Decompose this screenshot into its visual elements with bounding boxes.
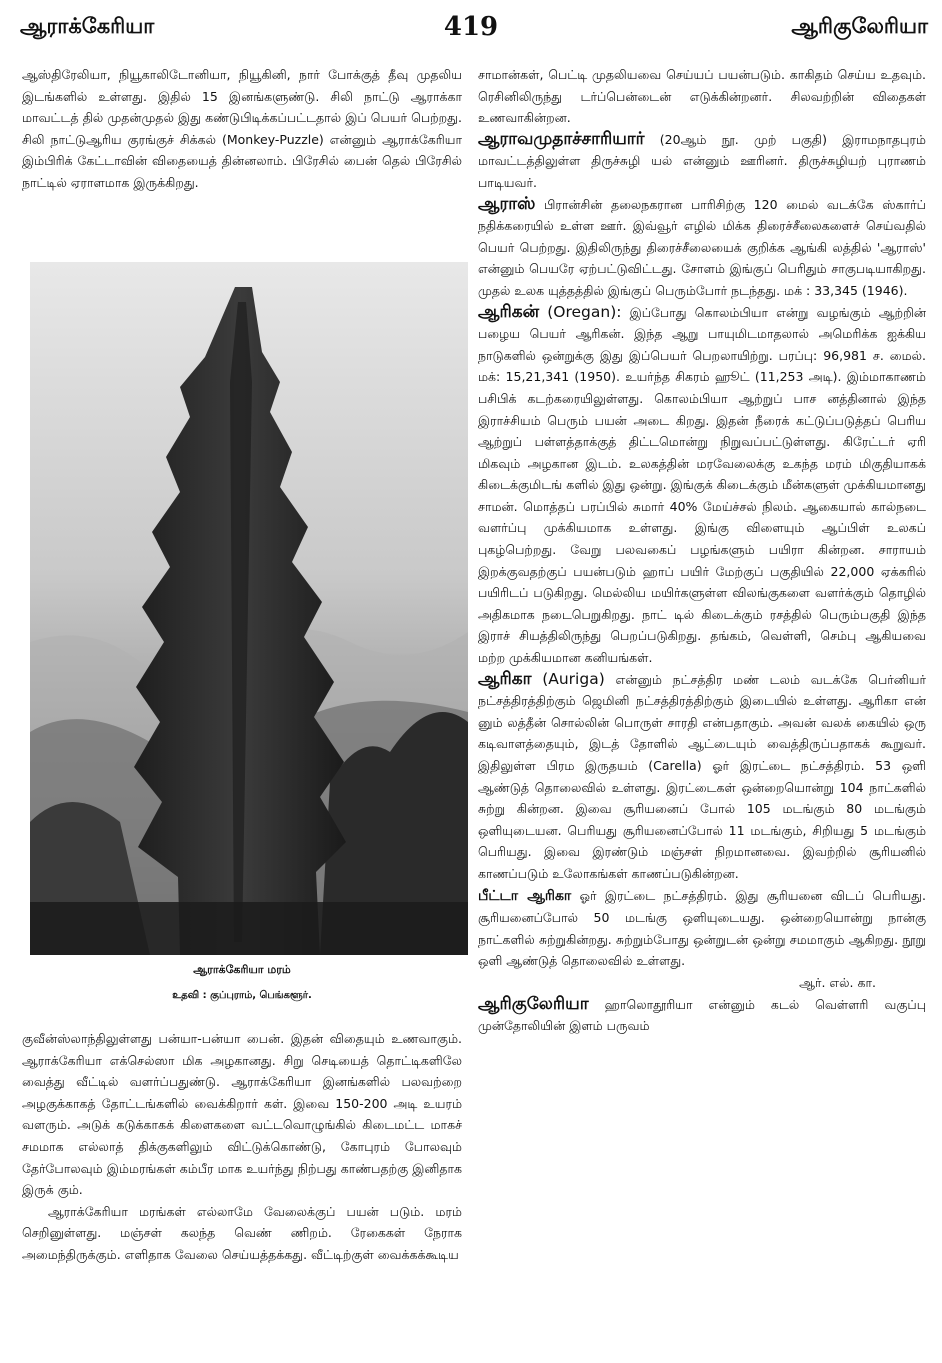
entry-headword: ஆராஸ் xyxy=(478,193,536,214)
entry-latin-name: (Oregan): xyxy=(547,302,622,321)
entry-text: (20ஆம் நூ. முற் பகுதி) இராமநாதபுரம் மாவட்டத்திலுள்ள திருச்சுழி யல் என்னும் ஊரினர். திருச்சுழியற் புராணம் பாடியவர். xyxy=(478,131,926,190)
entry-headword: ஆரிகன் xyxy=(478,301,540,322)
right-continuation: சாமான்கள், பெட்டி முதலியவை செய்யப் பயன்படும். காகிதம் செய்ய உதவும். ரெசினிலிருந்து டர்ப்பென்டைன் எடுக்கின்றனர். சிலவற்றின் விதைகள் உணவாகின்றன. xyxy=(478,67,926,126)
entry-text: பிரான்சின் தலைநகரான பாரிசிற்கு 120 மைல் வடக்கே ஸ்கார்ப் நதிக்கரையில் உள்ள ஊர். இவ்வூர் எழில் மிக்க திரைச்சீலைகளைச் செய்வதில் பெயர் பெற்றது. இதிலிருந்து திரைச்சீலையைக் குறிக்க ஆங்கி லத்தில் 'ஆராஸ்' என்னும் பெயரே ஏற்பட்டுவிட்டது. சோளம் இங்குப் பெரிதும் சாகுபடியாகிறது. முதல் உலக யுத்தத்தில் இங்குப் பெரும்போர் நடந்தது. மக் : 33,345 (1946). xyxy=(478,196,926,298)
entry-beta-aurigae xyxy=(478,885,926,994)
entry-aarigan xyxy=(478,302,926,669)
entry-aarikuleriyaa xyxy=(478,994,926,1037)
figure-caption: ஆராக்கேரியா மரம் xyxy=(193,963,291,976)
left-column-bottom xyxy=(22,1028,462,1358)
entry-headword: ஆரிகுலேரியா xyxy=(478,993,589,1014)
entry-text: ஓர் இரட்டை நட்சத்திரம். இது சூரியனை விடப் பெரியது. சூரியனைப்போல் 50 மடங்கு ஒளியுடையது. ஒன்றையொன்று நான்கு நாட்களில் சுற்றுகின்றது. சுற்றும்போது ஒன்றுடன் ஒன்று சமமாகும் ஆகிறது. நூறு ஒளி ஆண்டுத் தொலைவில் உள்ளது. xyxy=(478,887,926,969)
entry-text: என்னும் நட்சத்திர மண் டலம் வடக்கே பெர்னியர் நட்சத்திரத்திற்கும் ஜெமினி நட்சத்திரத்திற்கும் இடையில் உள்ளது. ஆரிகா என் னும் லத்தீன் சொல்லின் பொருள் சாரதி என்பதாகும். அவன் வலக் கையில் ஒரு கடிவாளத்தையும், இடத் தோளில் ஆட்டையும் வைத்திருப்பதாகக் கூறுவர். இதிலுள்ள பிரம இருதயம் (Carella) ஓர் இரட்டை நட்சத்திரம். 53 ஒளி ஆண்டுத் தொலைவில் உள்ளது. இரட்டைகள் ஒன்றையொன்று 104 நாட்களில் சுற்று கின்றன. இவை சூரியனைப் போல் 105 மடங்கும் 80 மடங்கும் ஒளியுடையன. பெரியது சூரியனைப்போல் 11 மடங்கும், சிறியது 5 மடங்கும் பெரியது. இவை இரண்டும் மஞ்சள் நிறமானவை. இவற்றில் சூரியனில் காணப்படும் உலோகங்கள் காணப்படுகின்றன. xyxy=(478,671,926,881)
entry-text: ஹாலொதூரியா என்னும் கடல் வெள்ளரி வகுப்பு முன்தோலியின் இளம் பருவம் xyxy=(478,996,926,1034)
running-head-left: ஆராக்கேரியா xyxy=(20,14,155,38)
entry-latin-name: (Auriga) xyxy=(542,669,605,688)
left-bottom-paragraph-1: குவீன்ஸ்லாந்திலுள்ளது பன்யா-பன்யா பைன். இதன் விதையும் உணவாகும். ஆராக்கேரியா எக்செல்ஸா மிக அழகானது. சிறு செடியைத் தொட்டிகளிலே வைத்து வீட்டில் வளர்ப்பதுண்டு. ஆராக்கேரியா இனங்களில் பலவற்றை அழகுக்காகத் தோட்டங்களில் வைக்கிறார் கள். இவை 150-200 அடி உயரம் வளரும். அடுக் கடுக்காகக் கிளைகளை வட்டவொழுங்கில் கிடைமட்ட மாகச் சமமாக எல்லாத் திக்குகளிலும் விட்டுக்கொண்டு, கோபுரம் போலவும் தேர்போலவும் இம்மரங்கள் கம்பீர மாக உயர்ந்து நிற்பது காண்பதற்கு இனிதாக இருக் கும். xyxy=(22,1031,462,1198)
araucaria-tree-photo xyxy=(30,262,468,955)
left-bottom-paragraph-2: ஆராக்கேரியா மரங்கள் எல்லாமே வேலைக்குப் பயன் படும். மரம் செறினுள்ளது. மஞ்சள் கலந்த வெண் ணிறம். ரேகைகள் நேராக அமைந்திருக்கும். எளிதாக வேலை செய்யத்தக்கது. வீட்டிற்குள் வைக்கக்கூடிய xyxy=(22,1203,462,1262)
entry-aaraas xyxy=(478,194,926,302)
left-top-paragraph: ஆஸ்திரேலியா, நியூகாலிடோனியா, நியூகினி, நார் போக்குத் தீவு முதலிய இடங்களில் உள்ளது. இதில் 15 இனங்களுண்டு. சிலி நாட்டு ஆராக்கா மாவட்டத் தில் முதன்முதல் இது கண்டுபிடிக்கப்பட்டதால் இப் பெயர் பெற்றது. சிலி நாட்டுஆரிய குரங்குச் சிக்கல் (Monkey-Puzzle) என்னும் ஆராக்கேரியா இம்பிரிக் கேட்டாவின் விதையைத் தின்னலாம். பிரேசில் பைன் தெல் பிரேசில் நாட்டில் ஏராளமாக இருக்கிறது. xyxy=(22,67,462,190)
figure-credit: உதவி : குப்புராம், பெங்களூர். xyxy=(172,990,312,1001)
entry-text: இப்போது கொலம்பியா என்று வழங்கும் ஆற்றின் பழைய பெயர் ஆரிகன். இந்த ஆறு பாயுமிடமாதலால் அமெரிக்க ஐக்கிய நாடுகளில் ஒன்றுக்கு இது இப்பெயர் பெறலாயிற்று. பரப்பு: 96,981 ச. மைல். மக்: 15,21,341 (1950). உயர்ந்த சிகரம் ஹூட் (11,253 அடி). இம்மாகாணம் பசிபிக் கடற்கரையிலுள்ளது. கொலம்பியா ஆற்றுப் பாச னத்தினால் இந்த இராச்சியம் பெரும் பயன் அடை கிறது. இதன் நீரைக் கட்டுப்படுத்தப் பெரிய ஆற்றுப் பள்ளத்தாக்குத் திட்டமொன்று நிறுவப்பட்டுள்ளது. கிரேட்டர் ஏரி மிகவும் அழகான இடம். உலகத்தின் மரவேலைக்கு உகந்த மரம் மிகுதியாகக் கிடைக்குமிடங் களில் இது ஒன்று. இங்குக் கிடைக்கும் மீன்களுள் முக்கியமானது சாமன். மொத்தப் பரப்பில் சுமார் 40% மேய்ச்சல் நிலம். ஆகையால் கால்நடை வளர்ப்பு முக்கியமாக உள்ளது. இங்கு விளையும் ஆப்பிள் உலகப் புகழ்பெற்றது. வேறு பலவகைப் பழங்களும் பயிரா கின்றன. சாராயம் இறக்குவதற்குப் பயன்படும் ஹாப் பயிர் மேற்குப் பகுதியில் 22,000 ஏக்கரில் பயிரிடப் படுகிறது. மெல்லிய மயிர்களுள்ள விலங்குகளை வளர்க்கும் தொழில் அதிகமாக நடைபெறுகிறது. நாட் டில் கிடைக்கும் ரசத்தில் பெரும்பகுதி இந்த இராச் சியத்திலிருந்து பெறப்படுகிறது. தங்கம், வெள்ளி, செம்பு ஆகியவை மற்ற முக்கியமான கனியங்கள். xyxy=(478,304,926,666)
entry-headword: பீட்டா ஆரிகா xyxy=(478,887,572,904)
entry-headword: ஆராவமுதாச்சாரியார் xyxy=(478,128,645,149)
author-signature: ஆர். எல். கா. xyxy=(799,974,876,990)
right-column xyxy=(478,64,926,1358)
entry-aaraavamuthaachaariyaar xyxy=(478,129,926,194)
running-head-right: ஆரிகுலேரியா xyxy=(791,14,928,38)
left-column-top xyxy=(22,64,462,260)
page-number: 419 xyxy=(443,12,499,42)
entry-aarigaa xyxy=(478,669,926,885)
entry-headword: ஆரிகா xyxy=(478,668,532,689)
